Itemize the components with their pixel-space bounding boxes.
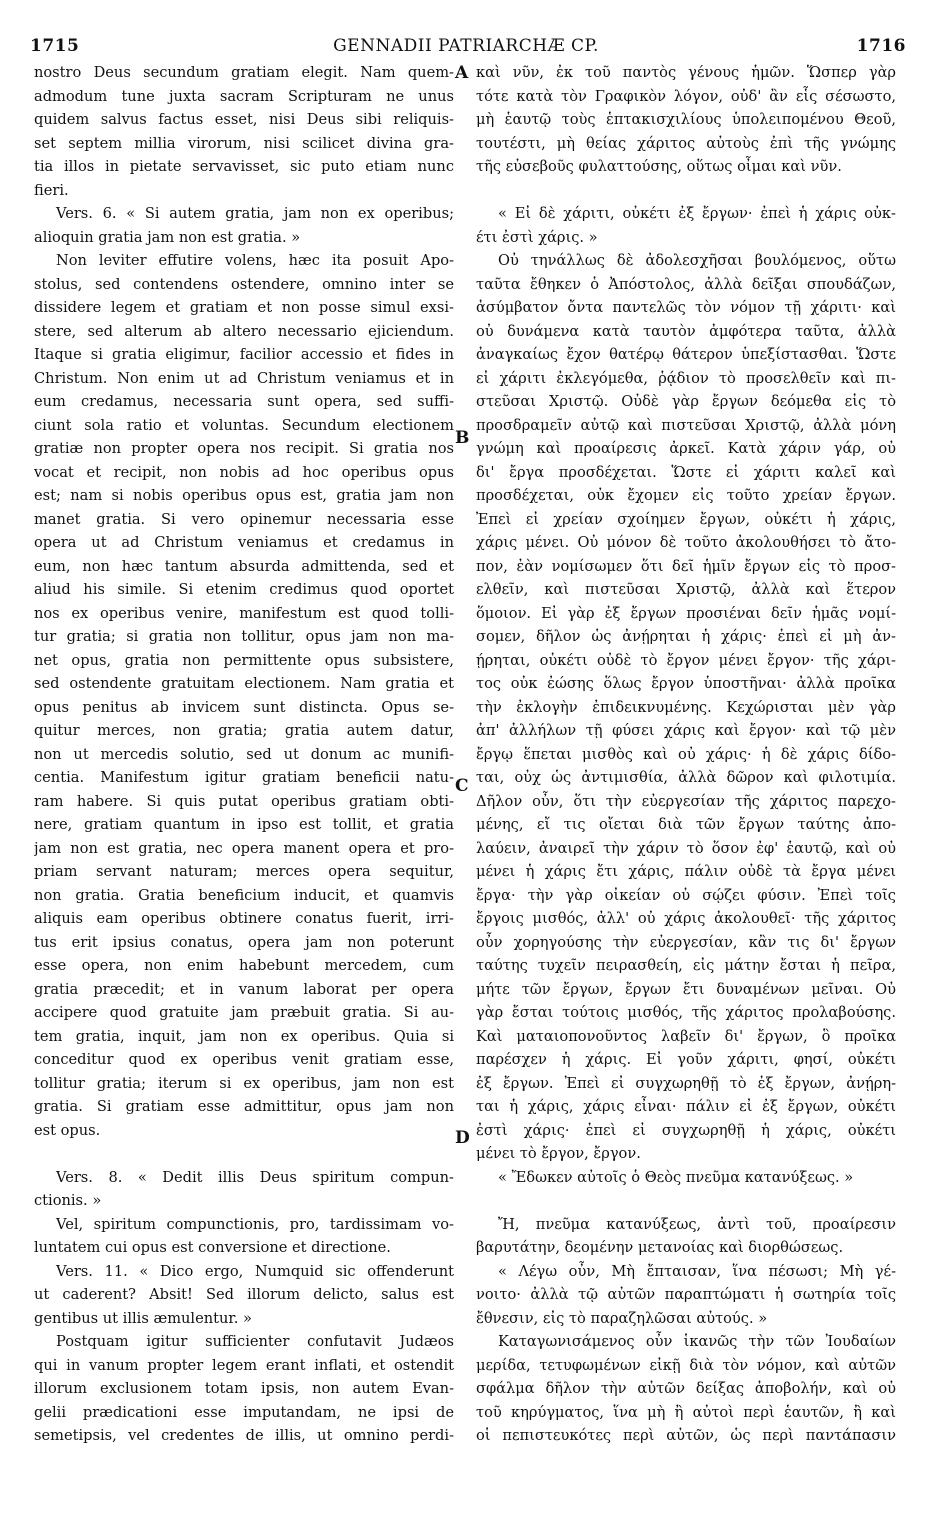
text-line: ἀσύμβατον ὄντα παντελῶς τὸν νόμον τῇ χάριτι· καὶ <box>476 299 896 316</box>
text-line: sed ostendente gratuitam electionem. Nam gratia et <box>34 675 454 692</box>
text-line: ciunt sola ratio et voluntas. Secundum electionem <box>34 416 454 434</box>
text-line: ἐξ ἔργων. Ἐπεὶ εἰ συγχωρηθῇ τὸ ἐξ ἔργων, ἀνῄρη- <box>476 1074 896 1092</box>
text-line: luntatem cui opus est conversione et directione. <box>34 1239 391 1256</box>
text-line: μερίδα, τετυφωμένων εἰκῇ διὰ τὸν νόμον, καὶ αὐτῶν <box>476 1356 896 1374</box>
text-line: ἔργα· τὴν γὰρ οἰκείαν οὐ σῴζει φύσιν. Ἐπεὶ τοῖς <box>476 886 896 904</box>
text-line: Itaque si gratia eligimur, facilior accessio et fides in <box>34 346 454 363</box>
text-line: τοῦ κηρύγματος, ἵνα μὴ ἢ αὐτοὶ περὶ ἑαυτῶν, ἢ καὶ <box>476 1403 896 1421</box>
text-line: Καὶ ματαιοπονοῦντος λαβεῖν δι' ἔργων, ὃ προῖκα <box>476 1027 896 1045</box>
text-line: « Λέγω οὖν, Μὴ ἔπταισαν, ἵνα πέσωσι; Μὴ γέ- <box>498 1262 896 1280</box>
text-line: set septem millia virorum, nisi scilicet divina gra- <box>34 134 454 152</box>
text-line: μὴ ἑαυτῷ τοὺς ἑπτακισχιλίους ὑπολειπομένου Θεοῦ, <box>476 111 896 128</box>
text-line: illorum exclusionem totam ipsis, non autem Evan- <box>34 1380 454 1397</box>
text-line: non ut mercedis solutio, sed ut donum ac munifi- <box>34 745 454 763</box>
text-line: quidem salvus factus esset, nisi Deus sibi reliquis- <box>34 111 454 128</box>
text-line: opera ut ad Christum veniamus et credamus in <box>34 534 454 551</box>
text-line: ελθεῖν, καὶ πιστεῦσαι Χριστῷ, ἀλλὰ καὶ ἕτερον <box>476 581 896 598</box>
text-line: εἰ χάριτι ἐκλεγόμεθα, ῥᾴδιον τὸ προσελθεῖν καὶ πι- <box>476 369 896 387</box>
text-line: Καταγωνισάμενος οὖν ἱκανῶς τὴν τῶν Ἰουδαίων <box>498 1333 896 1350</box>
text-line: aliud his simile. Si etenim credimus quod oportet <box>34 581 454 598</box>
text-line: eum, non hæc tantum absurda admittenda, sed et <box>34 557 454 575</box>
text-line: Ἐπεὶ εἰ χρείαν σχοίημεν ἔργων, οὐκέτι ἡ χάρις, <box>476 510 896 528</box>
text-line: σφάλμα δῆλον τὴν αὐτῶν δείξας ἀποβολήν, καὶ οὐ <box>476 1380 896 1397</box>
text-line: τουτέστι, μὴ θείας χάριτος αὐτοὺς ἐπὶ τῆς γνώμης <box>476 134 896 152</box>
text-line: στεῦσαι Χριστῷ. Οὐδὲ γὰρ ἔργων δεόμεθα εἰς τὸ <box>476 393 896 410</box>
text-line: gratia. Si gratiam esse admittitur, opus jam non <box>34 1098 454 1115</box>
text-line <box>34 1142 454 1166</box>
text-line: Vel, spiritum compunctionis, pro, tardissimam vo- <box>56 1215 454 1233</box>
text-line: nostro Deus secundum gratiam elegit. Nam quem- <box>34 64 454 81</box>
text-line: Vers. 8. « Dedit illis Deus spiritum compun- <box>56 1168 454 1186</box>
text-line: ἐστὶ χάρις· ἐπεὶ εἰ συγχωρηθῇ ἡ χάρις, οὐκέτι <box>476 1121 896 1139</box>
text-line: aliquis eam operibus obtinere conatus fuerit, irri- <box>34 910 454 927</box>
text-line: λαύειν, ἀναιρεῖ τὴν χάριν τὸ ὅσον ἐφ' ἑαυτῷ, καὶ οὐ <box>476 839 896 857</box>
text-line: μένης, εἴ τις οἴεται διὰ τῶν ἔργων ταύτης ἀπο- <box>476 816 896 833</box>
text-line: Christum. Non enim ut ad Christum veniamus et in <box>34 369 454 387</box>
text-line: « Ἔδωκεν αὐτοῖς ὁ Θεὸς πνεῦμα κατανύξεως. » <box>498 1168 854 1186</box>
text-line: manet gratia. Si vero opinemur necessaria esse <box>34 510 454 528</box>
text-line: est opus. <box>34 1121 101 1139</box>
text-line: net opus, gratia non permittente opus subsistere, <box>34 651 454 669</box>
text-line: centia. Manifestum igitur gratiam beneficii natu- <box>34 769 454 786</box>
text-line: τος οὐκ ἐώσης ὅλως ἔργον ὑποστῆναι· ἀλλὰ προῖκα <box>476 675 896 692</box>
text-line: opus penitus ab invicem sunt distincta. Opus se- <box>34 698 454 716</box>
text-line: stere, sed alterum ab altero necessario ejiciendum. <box>34 322 454 340</box>
text-line: παρέσχεν ἡ χάρις. Εἰ γοῦν χάριτι, φησί, οὐκέτι <box>476 1051 896 1068</box>
text-line: ἀπ' ἀλλήλων τῇ φύσει χάρις καὶ ἔργον· καὶ τῷ μὲν <box>476 722 896 739</box>
text-line: gratia præcedit; et in vanum laborat per opera <box>34 980 454 998</box>
text-line: tollitur gratia; iterum si ex operibus, jam non est <box>34 1074 454 1092</box>
text-line: ctionis. » <box>34 1192 102 1209</box>
text-line: προσδέχεται, οὐκ ἔχομεν εἰς τοῦτο χρείαν ἔργων. <box>476 487 896 504</box>
text-line: τὴν ἐκλογὴν ἐπιδεικνυμένης. Κεχώρισται μὲν γὰρ <box>476 698 896 716</box>
page-number-left: 1715 <box>30 36 80 56</box>
text-line: ἔργοις μισθός, ἀλλ' οὐ χάρις ἀκολουθεῖ· τῆς χάριτος <box>476 910 896 927</box>
text-line: Οὐ τηνάλλως δὲ ἀδολεσχῆσαι βουλόμενος, οὕτω <box>498 252 896 269</box>
text-line: ῄρηται, οὐκέτι οὐδὲ τὸ ἔργον μένει ἔργον· τῆς χάρι- <box>476 651 896 669</box>
text-line: Postquam igitur sufficienter confutavit Judæos <box>56 1333 454 1350</box>
text-line: προσδραμεῖν αὐτῷ καὶ πιστεῦσαι Χριστῷ, ἀλλὰ μόνη <box>476 416 896 434</box>
text-line: ταῦτα ἔθηκεν ὁ Ἀπόστολος, ἀλλὰ δεῖξαι σπουδάζων, <box>476 275 896 293</box>
text-line: tia illos in pietate servavisset, sic puto etiam nunc <box>34 158 454 175</box>
text-line: ταύτης τυχεῖν πειρασθείη, εἰς μάτην ἔσται ἡ πεῖρα, <box>476 957 896 974</box>
text-line: τότε κατὰ τὸν Γραφικὸν λόγον, οὐδ' ἂν εἷς σέσωστο, <box>476 87 896 105</box>
text-line: gentibus ut illis æmulentur. » <box>34 1309 252 1327</box>
text-line: gratiæ non propter opera nos recipit. Si gratia nos <box>34 440 454 457</box>
text-line: tus erit ipsius conatus, opera jam non poterunt <box>34 933 454 951</box>
text-line: semetipsis, vel credentes de illis, ut omnino perdi- <box>34 1427 454 1444</box>
text-line: ἔθνεσιν, εἰς τὸ παραζηλῶσαι αὐτούς. » <box>476 1309 768 1327</box>
text-line: βαρυτάτην, δεομένην μετανοίας καὶ διορθώσεως. <box>476 1239 844 1256</box>
section-marker-a: A <box>455 63 469 83</box>
text-line: eum credamus, necessaria sunt opera, sed suffi- <box>34 393 454 410</box>
text-line: dissidere legem et gratiam et non posse simul exsi- <box>34 299 454 316</box>
text-line: ἀναγκαίως ἔχον θατέρῳ θάτερον ὑπεξίστασθαι. Ὥστε <box>476 346 896 363</box>
latin-column <box>34 61 454 1448</box>
text-line: est; nam si nobis operibus opus est, gratia jam non <box>34 487 454 504</box>
text-line: tem gratia, inquit, jam non ex operibus. Quia si <box>34 1027 454 1045</box>
text-line: γὰρ ἔσται τούτοις μισθός, τῆς χάριτος προλαβούσης. <box>476 1004 896 1021</box>
text-line: tur gratia; si gratia non tollitur, opus jam non ma- <box>34 628 454 645</box>
text-line: μήτε τῶν ἔργων, ἔργων ἔτι δυναμένων μεῖναι. Οὐ <box>476 980 896 998</box>
text-line <box>476 1189 896 1213</box>
text-line: ται ἡ χάρις, χάρις εἶναι· πάλιν εἰ ἐξ ἔργων, οὐκέτι <box>476 1098 896 1115</box>
text-line: priam servant naturam; merces opera sequitur, <box>34 863 454 880</box>
section-marker-d: D <box>455 1128 470 1148</box>
text-line: vocat et recipit, non nobis ad hoc operibus opus <box>34 463 454 481</box>
text-line: gelii prædicationi esse imputandam, ne ipsi de <box>34 1403 454 1421</box>
text-line: accipere quod gratuite jam præbuit gratia. Si au- <box>34 1004 454 1021</box>
text-line: ὅμοιον. Εἰ γὰρ ἐξ ἔργων προσιέναι δεῖν ἡμᾶς νομί- <box>476 604 896 622</box>
text-line: quitur merces, non gratia; gratia autem datur, <box>34 722 454 739</box>
text-line: ut caderent? Absit! Sed illorum delicto, salus est <box>34 1286 454 1303</box>
text-line: Ἤ, πνεῦμα κατανύξεως, ἀντὶ τοῦ, προαίρεσιν <box>498 1215 896 1233</box>
text-line: admodum tune juxta sacram Scripturam ne unus <box>34 87 454 105</box>
text-line: non gratia. Gratia beneficium inducit, et quamvis <box>34 886 454 904</box>
text-line: alioquin gratia jam non est gratia. » <box>34 228 301 246</box>
text-line: nere, gratiam quantum in ipso est tollit, et gratia <box>34 816 454 833</box>
text-line: οἱ πεπιστευκότες περὶ αὐτῶν, ὡς περὶ παντάπασιν <box>476 1427 896 1444</box>
text-line: Non leviter effutire volens, hæc ita posuit Apo- <box>56 252 454 269</box>
text-line: conceditur quod ex operibus venit gratiam esse, <box>34 1051 454 1068</box>
text-line: Vers. 11. « Dico ergo, Numquid sic offenderunt <box>56 1262 454 1280</box>
text-line: νοιτο· ἀλλὰ τῷ αὐτῶν παραπτώματι ἡ σωτηρία τοῖς <box>476 1286 896 1303</box>
text-line: ἔργῳ ἕπεται μισθὸς καὶ οὐ χάρις· ἡ δὲ χάρις δίδο- <box>476 745 896 763</box>
greek-column <box>476 61 896 1448</box>
text-line: esse opera, non enim habebunt mercedem, cum <box>34 957 454 974</box>
section-marker-c: C <box>455 776 469 796</box>
text-line: fieri. <box>34 181 69 199</box>
text-line: έτι ἐστὶ χάρις. » <box>476 228 598 246</box>
page-number-right: 1716 <box>856 36 906 56</box>
text-line: jam non est gratia, nec opera manent opera et pro- <box>34 839 454 857</box>
text-line: τῆς εὐσεβοῦς φυλαττούσης, οὕτως οἶμαι καὶ νῦν. <box>476 158 842 175</box>
text-line: δι' ἔργα προσδέχεται. Ὥστε εἰ χάριτι καλεῖ καὶ <box>476 463 896 481</box>
text-line: σομεν, δῆλον ὡς ἀνῄρηται ἡ χάρις· ἐπεὶ εἰ μὴ ἀν- <box>476 628 896 645</box>
text-line: πον, ἐὰν νομίσωμεν ὅτι δεῖ ἡμῖν ἔργων εἰς τὸ προσ- <box>476 557 896 575</box>
page-header <box>26 36 906 60</box>
text-line: Δῆλον οὖν, ὅτι τὴν εὐεργεσίαν τῆς χάριτος παρεχο- <box>476 792 896 810</box>
text-line: οὐ δυνάμενα κατὰ ταυτὸν ἀμφότερα ταῦτα, ἀλλὰ <box>476 322 896 340</box>
running-title: GENNADII PATRIARCHÆ CP. <box>333 36 599 56</box>
text-line: γνώμη καὶ προαίρεσις ἀρκεῖ. Κατὰ χάριν γάρ, οὐ <box>476 440 896 457</box>
text-line: stolus, sed contendens ostendere, omnino inter se <box>34 275 454 293</box>
text-line: χάρις μένει. Οὐ μόνον δὲ τοῦτο ἀκολουθήσει τὸ ἄτο- <box>476 534 896 551</box>
text-line: ram habere. Si quis putat operibus gratiam obti- <box>34 792 454 810</box>
text-line: καὶ νῦν, ἐκ τοῦ παντὸς γένους ἡμῶν. Ὥσπερ γὰρ <box>476 64 896 81</box>
text-line: nos ex operibus venire, manifestum est quod tolli- <box>34 604 454 622</box>
section-marker-b: B <box>455 428 470 448</box>
text-line: qui in vanum propter legem erant inflati, et ostendit <box>34 1356 454 1374</box>
text-line: μένει ἡ χάρις ἔτι χάρις, πάλιν οὐδὲ τὰ ἔργα μένει <box>476 863 896 880</box>
text-line: οὖν χορηγούσης τὴν εὐεργεσίαν, κἂν τις δι' ἔργων <box>476 933 896 951</box>
text-line <box>476 179 896 203</box>
text-line: Vers. 6. « Si autem gratia, jam non ex operibus; <box>56 205 454 222</box>
text-line: μένει τὸ ἔργον, ἔργον. <box>476 1145 641 1162</box>
text-line: « Εἰ δὲ χάριτι, οὐκέτι ἐξ ἔργων· ἐπεὶ ἡ χάρις οὐκ- <box>498 205 896 222</box>
text-line: ται, οὐχ ὡς ἀντιμισθία, ἀλλὰ δῶρον καὶ φιλοτιμία. <box>476 769 896 786</box>
